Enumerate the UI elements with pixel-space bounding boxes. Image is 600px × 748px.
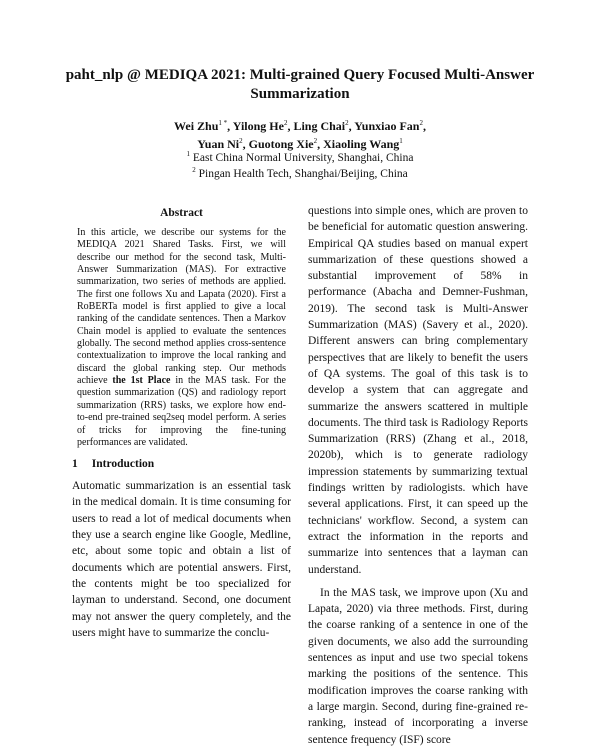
author-sup: 2 <box>313 137 318 145</box>
author-sup: 2 <box>239 137 243 145</box>
author-sup: 2 <box>419 119 423 127</box>
author-line-2: Yuan Ni$^2$, Guotong Xie$^2$, Xiaoling Wang$^1$ <box>197 137 403 151</box>
author-name: Wei Zhu <box>174 119 219 133</box>
right-column <box>308 203 528 748</box>
author-sup: 2 <box>283 119 288 127</box>
author-name: Guotong Xie <box>248 137 314 151</box>
intro-paragraph: Automatic summarization is an essential task in the medical domain. It is time consuming for users to read a lot of medical documents when they use a search engine like Google, Medline, etc, about some topic and obtain a list of documents which are potential answers. First, the contents might be too specialized for layman to understand. Second, one document may not answer the query completely, and the users might have to summarize the conclu- <box>72 480 291 639</box>
abstract-highlight: the 1st Place <box>112 375 171 387</box>
author-name: Yilong He <box>232 119 284 133</box>
author-line-1: Wei Zhu$^{1 *}$, Yilong He$^2$, Ling Chai$^2$, Yunxiao Fan$^2$, <box>174 119 426 133</box>
author-name: Yuan Ni <box>197 137 240 151</box>
abstract-part-1: In this article, we describe our systems for the MEDIQA 2021 Shared Tasks. First, we will describe our method for the second task, Multi-Answer Summarization (MAS). For extractive summarization, two series of methods are applied. The first one follows Xu and Lapata (2020). First a RoBERTa model is first applied to give a local ranking of the candidate sentences. Then a Markov Chain model is applied to evaluate the sentences globally. The second method applies cross-sentence contextualization to improve the local ranking and discard the global ranking step. Our methods achieve <box>77 227 286 387</box>
left-column <box>72 203 291 641</box>
section-title: Introduction <box>91 458 155 471</box>
author-name: Ling Chai <box>293 119 346 133</box>
title-line-1: paht_nlp @ MEDIQA 2021: Multi-grained Query Focused Multi-Answer <box>65 67 535 83</box>
abstract-text <box>72 227 291 449</box>
affiliation-sup: 1 <box>186 150 190 158</box>
affiliation-text: East China Normal University, Shanghai, China <box>192 151 414 164</box>
section-heading-introduction <box>72 458 291 470</box>
author-sup: 1 <box>399 137 403 145</box>
title-line-2: Summarization <box>250 86 350 102</box>
affiliation-sup: 2 <box>192 166 196 174</box>
author-name: Yunxiao Fan <box>354 119 420 133</box>
author-sup: 2 <box>345 119 349 127</box>
affiliation-2 <box>40 163 560 182</box>
author-name: Xiaoling Wang <box>323 137 400 151</box>
paper-title <box>40 66 560 104</box>
section-number: 1 <box>72 458 78 471</box>
right-paragraph-2: In the MAS task, we improve upon (Xu and Lapata, 2020) via three methods. First, during the coarse ranking of a sentence in one of the given documents, we also add the surrounding sentences as input and use two special tokens marking the positions of the sentence. This modification improves the coarse ranking with a large margin. Second, during fine-grained re-ranking, instead of incorporating a inverse sentence frequency (ISF) score <box>308 586 528 746</box>
right-paragraph-1: questions into simple ones, which are proven to be beneficial for automatic question answering. Empirical QA studies based on manual expert summarization of these questions showed a substantial improvement of 58% in performance (Abacha and Demner-Fushman, 2019). The second task is Multi-Answer Summarization (MAS) (Savery et al., 2020). Different answers can bring complementary perspectives that are likely to benefit the users of QA systems. The goal of this task is to develop a system that can aggregate and summarize the answers scattered in multiple documents. The third task is Radiology Reports Summarization (RRS) (Zhang et al., 2018, 2020b), which is to generate radiology impression statements by summarizing textual findings written by radiologists. which have several applications. First, it can speed up the technicians' workflow. Second, a system can extract the information in the reports and summarize into sentences that a layman can understand. <box>308 205 528 576</box>
author-sup: 1 * <box>218 119 228 127</box>
affiliation-text: Pingan Health Tech, Shanghai/Beijing, China <box>198 167 408 180</box>
abstract-part-2: in the MAS task. For the question summarization (QS) and radiology report summarization (RRS) tasks, we explore how end-to-end pre-trained seq2seq model perform. A series of tricks for improving the fine-tuning performances are validated. <box>77 375 286 448</box>
abstract-heading: Abstract <box>160 207 203 219</box>
